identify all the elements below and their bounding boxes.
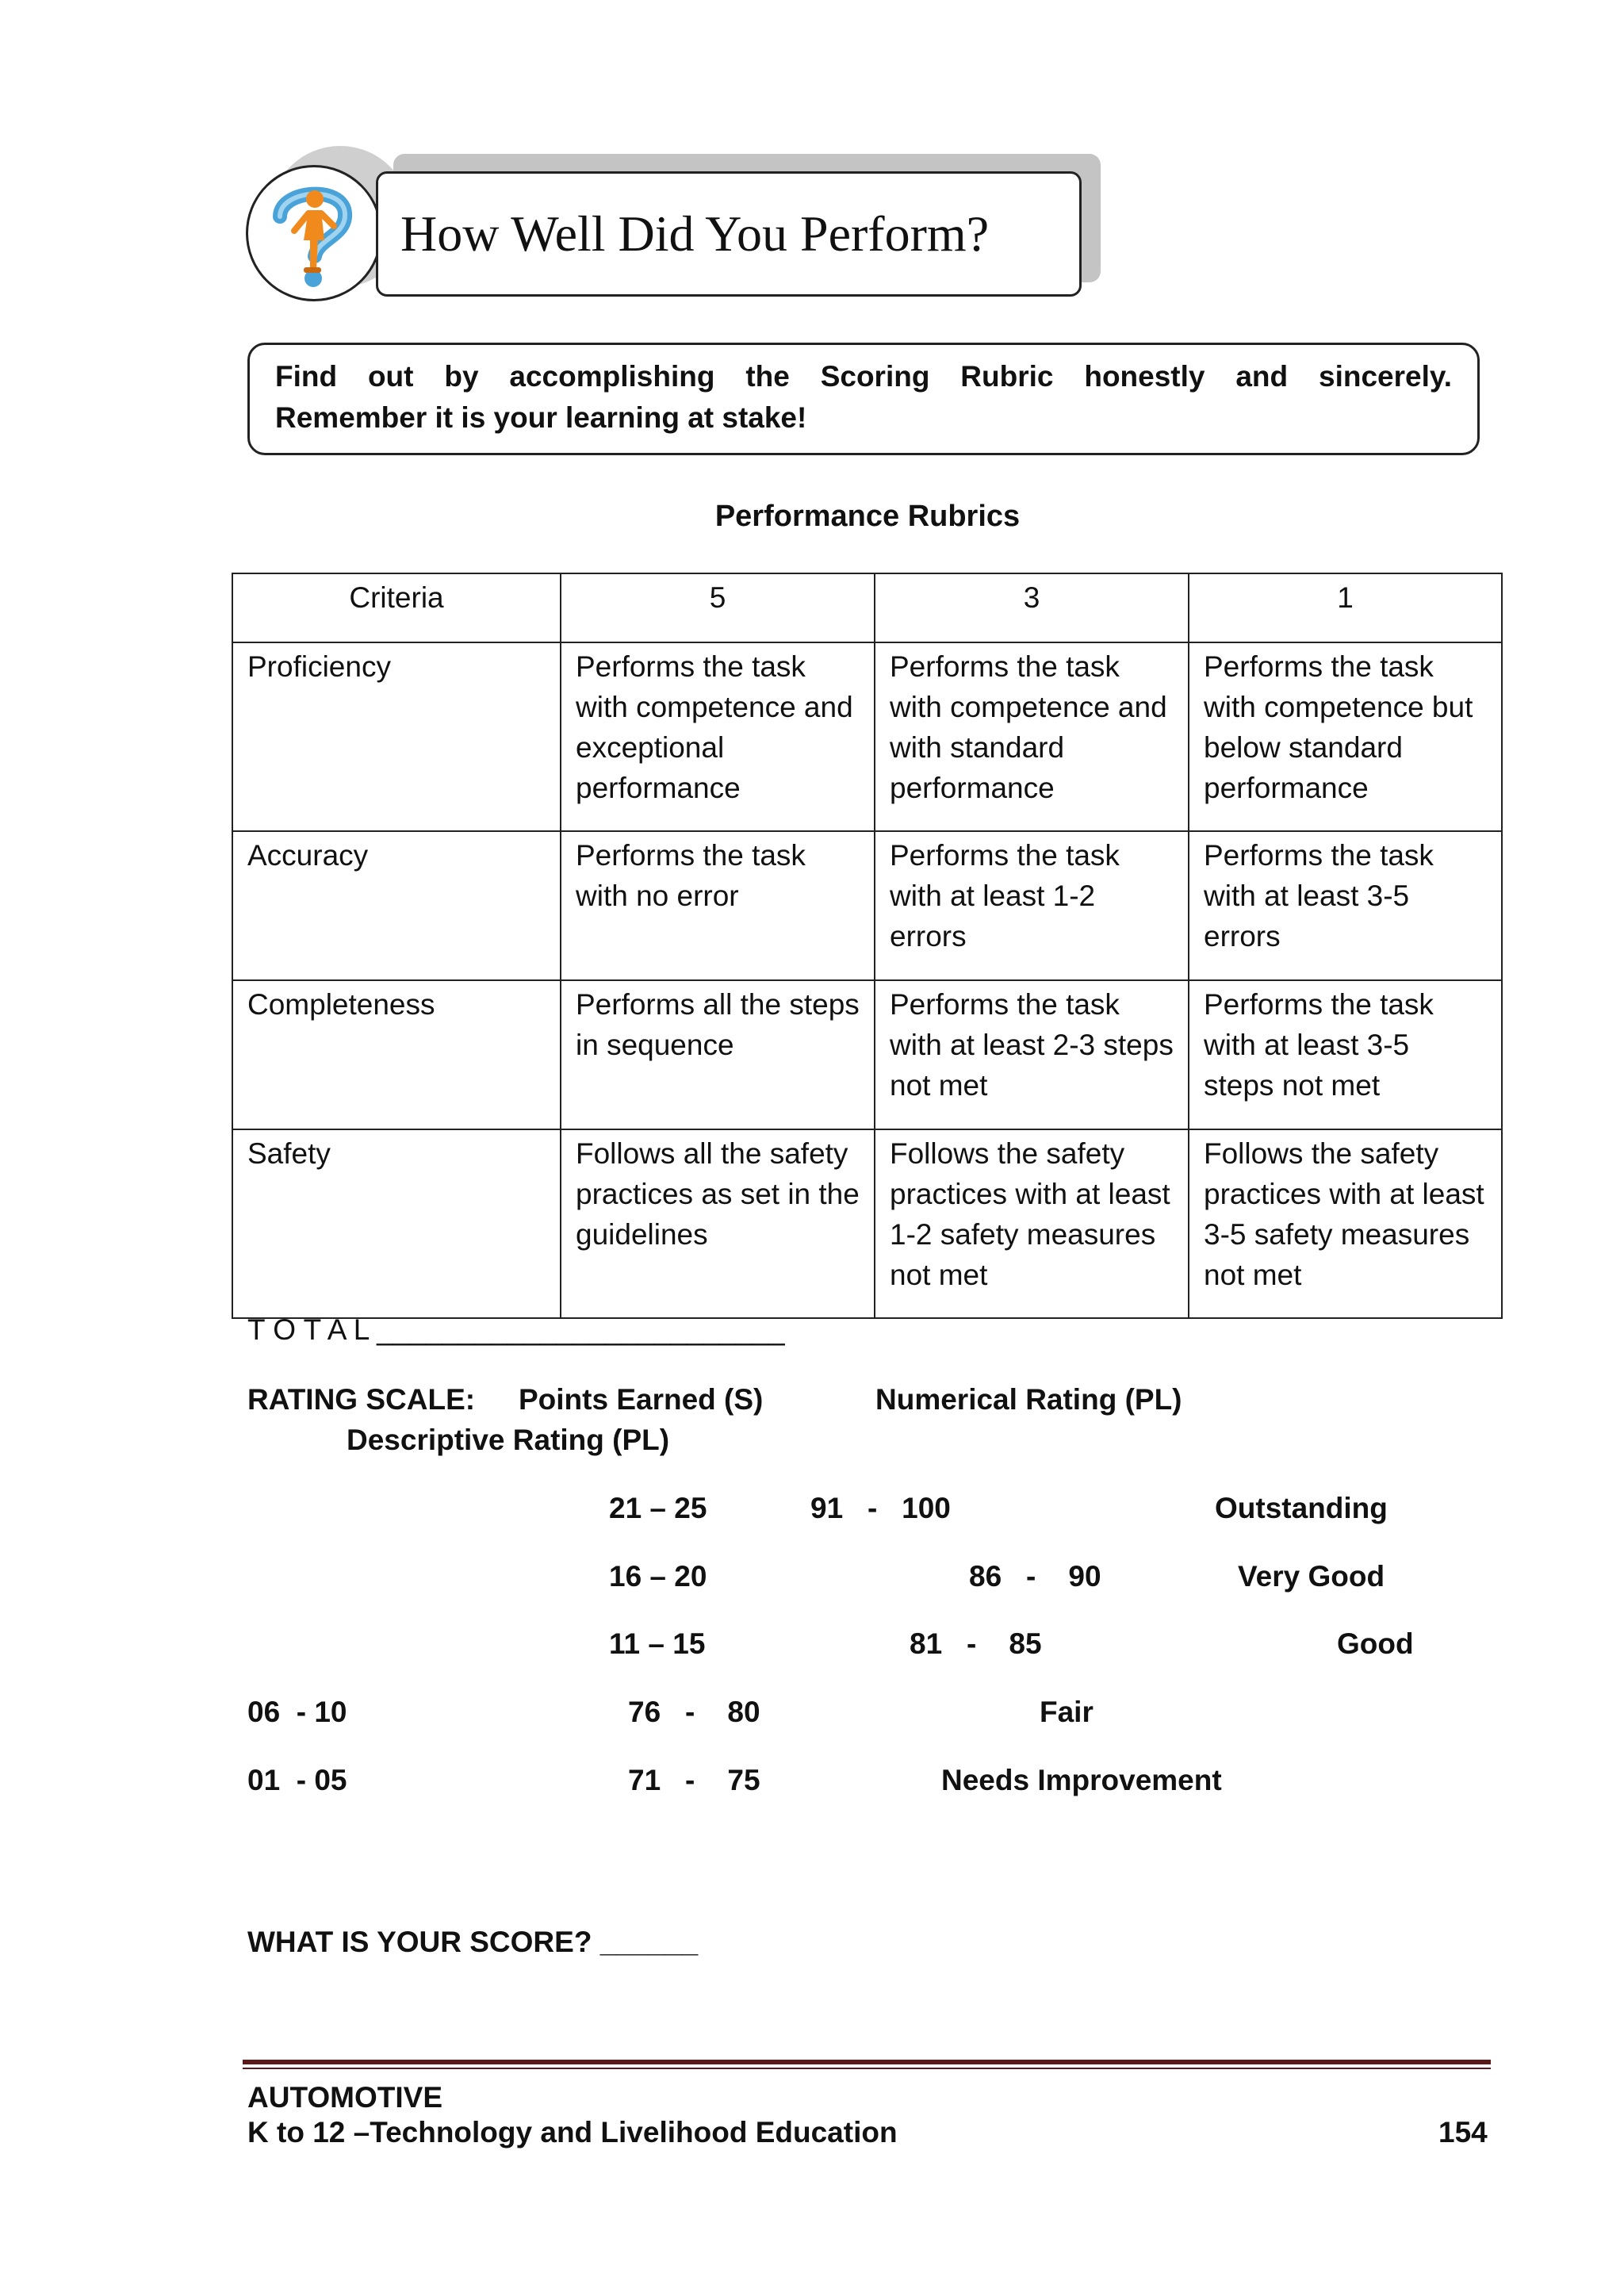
points-earned-header: Points Earned (S): [519, 1383, 764, 1416]
score-5-cell: Follows all the safety practices as set in the guidelines: [561, 1129, 875, 1318]
page-title: How Well Did You Perform?: [400, 205, 990, 262]
rating-descriptive: Fair: [1040, 1696, 1094, 1728]
rating-numeric: 71 - 75: [628, 1764, 760, 1796]
rating-numeric: 91 - 100: [810, 1492, 951, 1524]
table-row: [232, 1129, 1502, 1318]
criterion-cell: Completeness: [232, 980, 561, 1129]
table-row: [232, 980, 1502, 1129]
score-3-cell: Follows the safety practices with at least 1-2 safety measures not met: [875, 1129, 1189, 1318]
score-3-cell: Performs the task with at least 2-3 steps not met: [875, 980, 1189, 1129]
criterion-cell: Accuracy: [232, 831, 561, 980]
title-banner: [376, 171, 1082, 297]
footer-course: K to 12 –Technology and Livelihood Education: [247, 2116, 898, 2148]
footer-rule: [243, 2060, 1491, 2064]
question-mark-figure-icon: [246, 165, 382, 301]
score-1-cell: Follows the safety practices with at least 3-5 safety measures not met: [1189, 1129, 1502, 1318]
rating-numeric: 81 - 85: [910, 1627, 1042, 1660]
total-line: T O T A L _________________________: [247, 1313, 785, 1346]
rating-points: 11 – 15: [609, 1627, 706, 1660]
instruction-line-1: Find out by accomplishing the Scoring Rubric honestly and sincerely.: [275, 360, 1452, 393]
rating-numeric: 86 - 90: [969, 1560, 1101, 1593]
rating-points: 06 - 10: [247, 1696, 347, 1728]
score-5-cell: Performs all the steps in sequence: [561, 980, 875, 1129]
rating-descriptive: Very Good: [1238, 1560, 1385, 1593]
numerical-rating-header: Numerical Rating (PL): [875, 1383, 1182, 1416]
rating-descriptive: Outstanding: [1215, 1492, 1388, 1524]
footer-rule-thin: [243, 2068, 1491, 2069]
score-1-cell: Performs the task with at least 3-5 steps not met: [1189, 980, 1502, 1129]
table-row: [232, 831, 1502, 980]
instruction-box: [247, 343, 1480, 455]
criterion-cell: Safety: [232, 1129, 561, 1318]
rating-descriptive: Needs Improvement: [941, 1764, 1222, 1796]
rating-points: 01 - 05: [247, 1764, 347, 1796]
rating-points: 21 – 25: [609, 1492, 707, 1524]
score-3-cell: Performs the task with at least 1-2 errors: [875, 831, 1189, 980]
instruction-line-2: Remember it is your learning at stake!: [275, 401, 807, 434]
header-score-1: 1: [1189, 573, 1502, 642]
footer-subject: AUTOMOTIVE: [247, 2081, 442, 2114]
descriptive-rating-header: Descriptive Rating (PL): [347, 1424, 670, 1456]
criterion-cell: Proficiency: [232, 642, 561, 831]
score-1-cell: Performs the task with competence but below standard performance: [1189, 642, 1502, 831]
header-score-5: 5: [561, 573, 875, 642]
table-row: [232, 642, 1502, 831]
score-1-cell: Performs the task with at least 3-5 errors: [1189, 831, 1502, 980]
table-header-row: [232, 573, 1502, 642]
rating-numeric: 76 - 80: [628, 1696, 760, 1728]
rating-descriptive: Good: [1337, 1627, 1414, 1660]
header-criteria: Criteria: [232, 573, 561, 642]
page-number: 154: [1438, 2116, 1488, 2148]
rubric-title: Performance Rubrics: [714, 500, 1021, 533]
rating-points: 16 – 20: [609, 1560, 707, 1593]
rubric-table: [232, 573, 1503, 1319]
score-prompt: WHAT IS YOUR SCORE? ______: [247, 1926, 699, 1958]
score-5-cell: Performs the task with competence and exceptional performance: [561, 642, 875, 831]
rating-scale-label: RATING SCALE:: [247, 1383, 476, 1416]
score-3-cell: Performs the task with competence and with standard performance: [875, 642, 1189, 831]
header-score-3: 3: [875, 573, 1189, 642]
score-5-cell: Performs the task with no error: [561, 831, 875, 980]
